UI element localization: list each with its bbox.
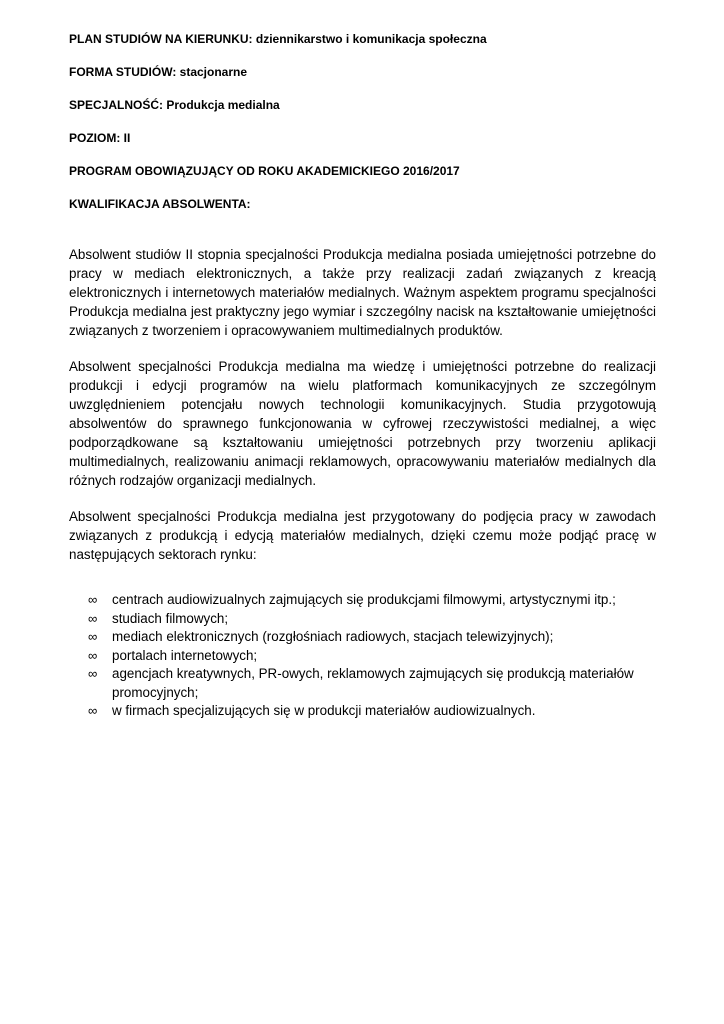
list-item — [69, 702, 656, 721]
infinity-bullet-icon: ∞ — [88, 629, 98, 644]
paragraph: Absolwent specjalności Produkcja medialna ma wiedzę i umiejętności potrzebne do realizacji produkcji i edycji programów na wielu platformach komunikacyjnych ze szczególnym uwzględnieniem potencjału nowych technologii komunikacyjnych. Studia przygotowują absolwentów do sprawnego funkcjonowania w cyfrowej rzeczywistości medialnej, a więc podporządkowane są kształtowaniu umiejętności potrzebnych przy tworzeniu aplikacji multimedialnych, realizowaniu animacji reklamowych, opracowywaniu materiałów medialnych dla różnych rodzajów organizacji medialnych. — [69, 359, 656, 488]
list-item — [69, 628, 656, 647]
list-item-text: agencjach kreatywnych, PR-owych, reklamowych zajmujących się produkcją materiałów promocyjnych; — [112, 666, 634, 700]
infinity-bullet-icon: ∞ — [88, 666, 98, 681]
list-item-text: centrach audiowizualnych zajmujących się produkcjami filmowymi, artystycznymi itp.; — [112, 592, 616, 607]
paragraph: Absolwent specjalności Produkcja medialna jest przygotowany do podjęcia pracy w zawodach związanych z produkcją i edycją materiałów medialnych, dzięki czemu może podjąć pracę w następujących sektorach rynku: — [69, 509, 656, 562]
list-item-text: mediach elektronicznych (rozgłośniach radiowych, stacjach telewizyjnych); — [112, 629, 554, 644]
list-item — [69, 610, 656, 629]
infinity-bullet-icon: ∞ — [88, 610, 98, 626]
list-item-text: w firmach specjalizujących się w produkcji materiałów audiowizualnych. — [112, 703, 536, 718]
poziom-heading: POZIOM: II — [69, 131, 131, 145]
program-heading: PROGRAM OBOWIĄZUJĄCY OD ROKU AKADEMICKIEGO 2016/2017 — [69, 164, 460, 178]
forma-heading: FORMA STUDIÓW: stacjonarne — [69, 65, 248, 79]
document-body — [69, 245, 656, 721]
list-item — [69, 591, 656, 610]
list-item-text: studiach filmowych; — [112, 610, 229, 626]
specjalnosc-heading: SPECJALNOŚĆ: Produkcja medialna — [69, 98, 280, 112]
infinity-bullet-icon: ∞ — [88, 592, 98, 607]
list-item-text: portalach internetowych; — [112, 647, 258, 663]
sector-list — [69, 591, 656, 721]
list-item — [69, 665, 656, 702]
paragraph: Absolwent studiów II stopnia specjalności Produkcja medialna posiada umiejętności potrzebne do pracy w mediach elektronicznych, a także przy realizacji zadań związanych z kreacją elektronicznych i internetowych materiałów medialnych. Ważnym aspektem programu specjalności Produkcja medialna jest praktyczny jego wymiar i szczególny nacisk na kształtowanie umiejętności związanych z tworzeniem i opracowywaniem multimedialnych produktów. — [69, 247, 656, 338]
plan-heading: PLAN STUDIÓW NA KIERUNKU: dziennikarstwo i komunikacja społeczna — [69, 32, 487, 46]
infinity-bullet-icon: ∞ — [88, 703, 98, 718]
document-header — [69, 32, 669, 230]
infinity-bullet-icon: ∞ — [88, 647, 98, 663]
kwalifikacja-heading: KWALIFIKACJA ABSOLWENTA: — [69, 197, 251, 211]
list-item — [69, 647, 656, 666]
